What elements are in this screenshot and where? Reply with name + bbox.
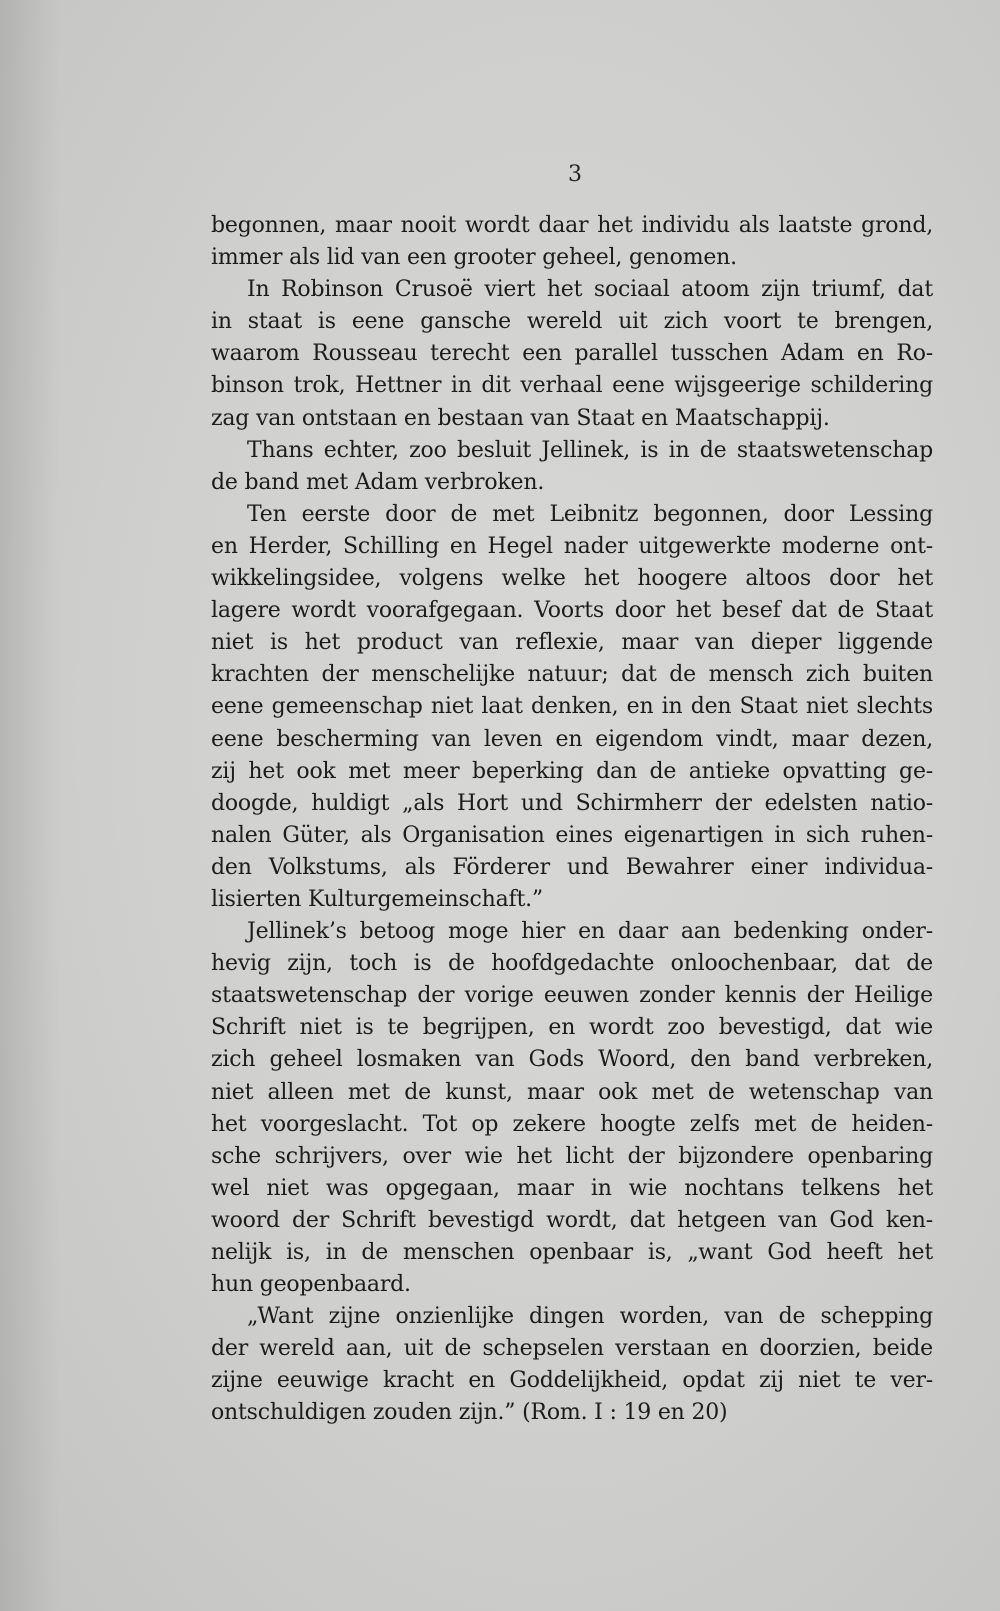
text-line: zij het ook met meer beperking dan de antieke opvatting ge- (211, 758, 933, 784)
text-line: begonnen, maar nooit wordt daar het individu als laatste grond, (211, 213, 933, 238)
text-line: lagere wordt voorafgegaan. Voorts door het besef dat de Staat (211, 598, 933, 624)
text-line: wel niet was opgegaan, maar in wie nochtans telkens het (211, 1175, 933, 1201)
text-line: zich geheel losmaken van Gods Woord, den band verbreken, (211, 1047, 933, 1073)
text-line: doogde, huldigt „als Hort und Schirmherr der edelsten natio- (211, 790, 933, 816)
text-line: nalen Güter, als Organisation eines eigenartigen in sich ruhen- (211, 822, 933, 848)
text-line: zag van ontstaan en bestaan van Staat en Maatschappij. (211, 405, 830, 431)
page-number: 3 (568, 162, 582, 187)
page-edge-shadow (0, 0, 60, 1611)
text-line: ontschuldigen zouden zijn.” (Rom. I : 19 en 20) (211, 1400, 728, 1426)
text-line: Schrift niet is te begrijpen, en wordt zoo bevestigd, dat wie (211, 1015, 933, 1041)
text-line: nelijk is, in de menschen openbaar is, „want God heeft het (211, 1240, 933, 1265)
text-line: waarom Rousseau terecht een parallel tusschen Adam en Ro- (211, 341, 933, 367)
text-line: in staat is eene gansche wereld uit zich voort te brengen, (211, 309, 933, 335)
text-line: niet is het product van reflexie, maar van dieper liggende (211, 630, 933, 656)
text-line: „Want zijne onzienlijke dingen worden, van de schepping (247, 1304, 933, 1330)
text-line: den Volkstums, als Förderer und Bewahrer einer individua- (211, 854, 933, 880)
text-line: sche schrijvers, over wie het licht der bijzondere openbaring (211, 1143, 933, 1169)
text-line: krachten der menschelijke natuur; dat de mensch zich buiten (211, 662, 933, 688)
text-line: staatswetenschap der vorige eeuwen zonder kennis der Heilige (211, 983, 933, 1009)
text-line: Thans echter, zoo besluit Jellinek, is in de staatswetenschap (247, 437, 933, 463)
text-line: woord der Schrift bevestigd wordt, dat hetgeen van God ken- (211, 1207, 933, 1233)
text-line: en Herder, Schilling en Hegel nader uitgewerkte moderne ont- (211, 533, 933, 559)
body-text (211, 210, 933, 1430)
text-line: hun geopenbaard. (211, 1272, 411, 1298)
text-line: zijne eeuwige kracht en Goddelijkheid, opdat zij niet te ver- (211, 1368, 933, 1394)
text-line: eene bescherming van leven en eigendom vindt, maar dezen, (211, 726, 933, 752)
text-line: de band met Adam verbroken. (211, 469, 545, 495)
text-line: immer als lid van een grooter geheel, genomen. (211, 245, 737, 271)
text-line: Jellinek’s betoog moge hier en daar aan bedenking onder- (247, 919, 933, 945)
text-line: binson trok, Hettner in dit verhaal eene wijsgeerige schildering (211, 373, 933, 399)
text-line: het voorgeslacht. Tot op zekere hoogte zelfs met de heiden- (211, 1111, 933, 1137)
text-line: lisierten Kulturgemeinschaft.” (211, 886, 543, 912)
text-line: Ten eerste door de met Leibnitz begonnen, door Lessing (247, 501, 933, 527)
text-line: niet alleen met de kunst, maar ook met de wetenschap van (211, 1079, 933, 1105)
text-line: der wereld aan, uit de schepselen verstaan en doorzien, beide (211, 1336, 933, 1362)
text-line: wikkelingsidee, volgens welke het hoogere altoos door het (211, 566, 933, 592)
text-line: In Robinson Crusoë viert het sociaal atoom zijn triumf, dat (247, 277, 933, 303)
text-line: hevig zijn, toch is de hoofdgedachte onloochenbaar, dat de (211, 951, 933, 977)
text-line: eene gemeenschap niet laat denken, en in den Staat niet slechts (211, 694, 933, 720)
